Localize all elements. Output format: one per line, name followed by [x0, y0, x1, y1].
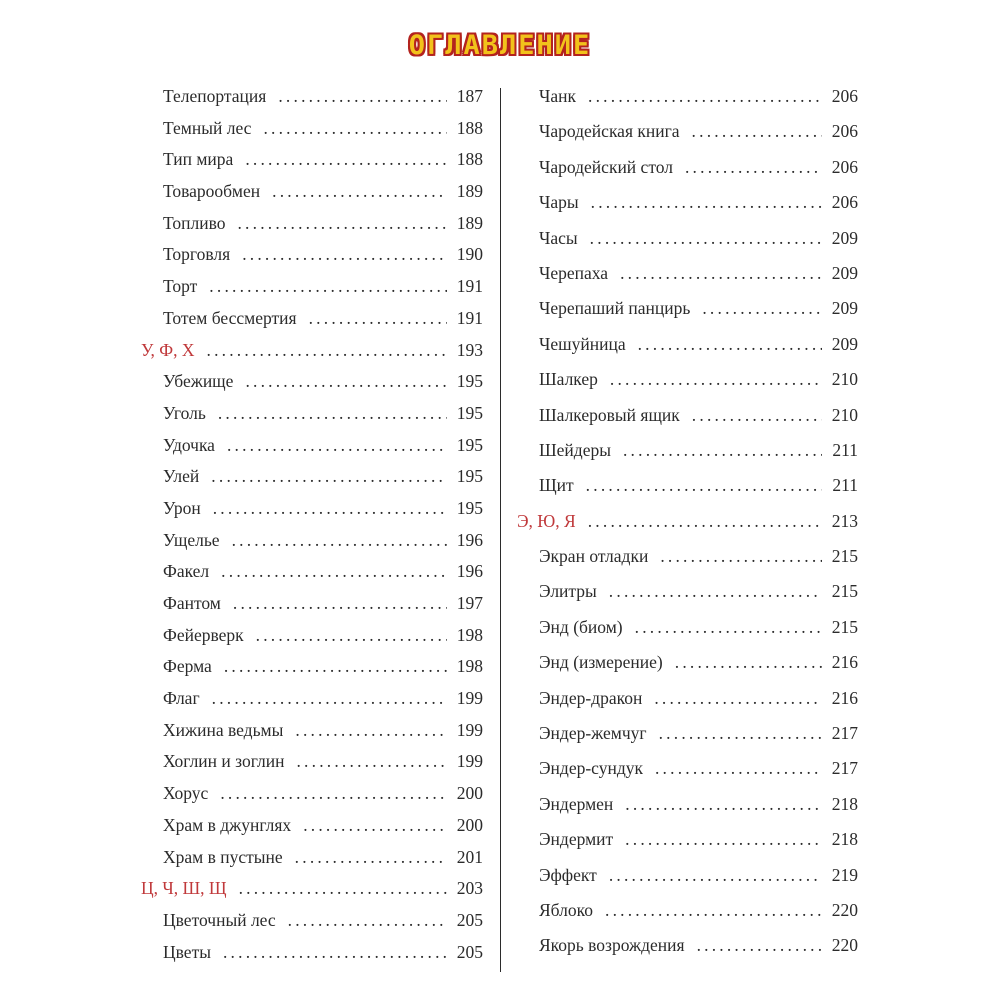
toc-entry[interactable]: [517, 723, 858, 758]
dot-leader: [263, 118, 446, 139]
toc-page-number: 209: [831, 333, 858, 354]
toc-entry[interactable]: [517, 440, 858, 475]
dot-leader: [660, 546, 821, 567]
toc-entry[interactable]: [141, 561, 483, 593]
toc-page-number: 198: [456, 624, 483, 645]
toc-page-number: 219: [831, 864, 858, 885]
toc-entry[interactable]: [141, 783, 483, 815]
toc-page-number: 216: [831, 687, 858, 708]
toc-page-number: 205: [456, 909, 483, 930]
toc-entry[interactable]: [141, 276, 483, 308]
toc-entry[interactable]: [141, 466, 483, 498]
toc-page-number: 218: [831, 829, 858, 850]
dot-leader: [588, 86, 822, 107]
dot-leader: [295, 720, 446, 741]
toc-page-number: 206: [831, 156, 858, 177]
toc-page-number: 206: [831, 121, 858, 142]
toc-page-number: 206: [831, 86, 858, 106]
toc-entry-label: Фантом: [163, 593, 221, 613]
toc-entry-label: Удочка: [163, 434, 215, 455]
toc-entry-label: Чары: [539, 192, 579, 213]
dot-leader: [207, 340, 447, 361]
toc-entry[interactable]: [517, 263, 858, 298]
toc-entry-label: Торговля: [163, 244, 231, 265]
toc-entry[interactable]: [141, 435, 483, 467]
dot-leader: [288, 910, 447, 931]
toc-entry[interactable]: [141, 688, 483, 720]
toc-entry[interactable]: [141, 308, 483, 340]
toc-section-heading[interactable]: [141, 340, 483, 372]
toc-page-number: 215: [831, 616, 858, 637]
toc-entry-label: Шалкер: [539, 369, 598, 390]
toc-page-number: 220: [831, 935, 858, 956]
toc-page-number: 205: [456, 941, 483, 962]
dot-leader: [239, 878, 447, 899]
toc-entry-label: Убежище: [163, 371, 234, 392]
toc-entry[interactable]: [517, 405, 858, 440]
toc-entry[interactable]: [517, 546, 858, 581]
dot-leader: [609, 581, 822, 602]
dot-leader: [659, 723, 822, 744]
dot-leader: [692, 405, 822, 426]
dot-leader: [623, 440, 822, 461]
toc-entry-label: У, Ф, Х: [141, 339, 195, 360]
toc-entry-label: Фейерверк: [163, 624, 244, 645]
toc-entry[interactable]: [517, 935, 858, 970]
toc-page-number: 196: [456, 529, 483, 550]
toc-section-heading[interactable]: [141, 878, 483, 910]
toc-page-number: 217: [831, 723, 858, 744]
dot-leader: [625, 829, 822, 850]
toc-entry[interactable]: [141, 213, 483, 245]
dot-leader: [591, 192, 822, 213]
dot-leader: [224, 656, 447, 677]
dot-leader: [590, 228, 822, 249]
toc-entry[interactable]: [517, 617, 858, 652]
toc-entry-label: Чародейская книга: [539, 121, 680, 142]
dot-leader: [272, 181, 447, 202]
toc-page-number: 209: [831, 227, 858, 248]
toc-page-number: 193: [456, 339, 483, 360]
dot-leader: [638, 334, 822, 355]
toc-entry[interactable]: [517, 900, 858, 935]
toc-page-number: 196: [456, 561, 483, 582]
toc-entry[interactable]: [141, 751, 483, 783]
dot-leader: [237, 213, 446, 234]
toc-page-number: 200: [456, 783, 483, 804]
toc-entry-label: Уголь: [163, 402, 206, 423]
toc-entry[interactable]: [517, 794, 858, 829]
toc-page-number: 189: [456, 181, 483, 202]
toc-entry-label: Э, Ю, Я: [517, 510, 576, 531]
toc-entry[interactable]: [517, 86, 858, 121]
toc-entry[interactable]: [141, 593, 483, 625]
toc-entry[interactable]: [141, 625, 483, 657]
dot-leader: [232, 530, 447, 551]
toc-entry-label: Чешуйница: [539, 333, 626, 354]
toc-entry[interactable]: [517, 157, 858, 192]
toc-entry[interactable]: [517, 228, 858, 263]
toc-entry-label: Шалкеровый ящик: [539, 404, 680, 425]
toc-entry-label: Торт: [163, 276, 198, 297]
toc-page-number: 213: [831, 510, 858, 531]
toc-right-column: [517, 86, 858, 971]
toc-entry[interactable]: [141, 498, 483, 530]
dot-leader: [245, 149, 446, 170]
toc-entry[interactable]: [141, 942, 483, 974]
dot-leader: [295, 847, 447, 868]
toc-entry-label: Ферма: [163, 656, 212, 677]
toc-page-number: 188: [456, 117, 483, 138]
toc-entry-label: Яблоко: [539, 899, 593, 920]
toc-page-number: 203: [456, 878, 483, 899]
toc-entry[interactable]: [517, 829, 858, 864]
toc-page-number: 206: [831, 192, 858, 213]
toc-left-column: [141, 86, 483, 973]
toc-page-number: 200: [456, 814, 483, 835]
page-title-banner: [0, 30, 1000, 61]
toc-page-number: 195: [456, 371, 483, 392]
toc-entry-label: Храм в пустыне: [163, 846, 283, 867]
dot-leader: [635, 617, 822, 638]
dot-leader: [692, 121, 822, 142]
toc-entry[interactable]: [141, 181, 483, 213]
toc-entry[interactable]: [141, 86, 483, 118]
toc-entry-label: Шейдеры: [539, 439, 611, 460]
toc-page-number: 216: [831, 652, 858, 673]
toc-entry-label: Энд (биом): [539, 616, 623, 637]
toc-page-number: 211: [832, 439, 858, 460]
toc-page-number: 195: [456, 497, 483, 518]
toc-page-number: 217: [831, 758, 858, 779]
toc-entry-label: Телепортация: [163, 86, 267, 106]
toc-entry-label: Якорь возрождения: [539, 935, 685, 956]
dot-leader: [605, 900, 822, 921]
toc-page-number: 187: [456, 86, 483, 106]
toc-page-number: 218: [831, 793, 858, 814]
toc-entry[interactable]: [517, 758, 858, 793]
dot-leader: [233, 593, 447, 614]
toc-page-number: 210: [831, 404, 858, 425]
toc-page-number: 209: [831, 262, 858, 283]
dot-leader: [242, 244, 447, 265]
toc-entry-label: Цветочный лес: [163, 909, 276, 930]
toc-entry-label: Черепаший панцирь: [539, 298, 691, 319]
toc-entry[interactable]: [141, 910, 483, 942]
toc-entry[interactable]: [517, 475, 858, 510]
toc-entry-label: Эффект: [539, 864, 597, 885]
toc-entry-label: Флаг: [163, 688, 200, 709]
toc-page-number: 190: [456, 244, 483, 265]
toc-page-number: 191: [456, 307, 483, 328]
toc-entry[interactable]: [517, 865, 858, 900]
toc-entry-label: Щит: [539, 475, 574, 496]
toc-entry-label: Топливо: [163, 212, 226, 233]
toc-entry[interactable]: [141, 371, 483, 403]
toc-page-number: 197: [456, 593, 483, 613]
toc-entry[interactable]: [141, 656, 483, 688]
toc-entry-label: Экран отладки: [539, 546, 649, 567]
toc-entry-label: Тип мира: [163, 149, 234, 170]
toc-entry-label: Элитры: [539, 581, 597, 602]
dot-leader: [303, 815, 447, 836]
toc-page-number: 195: [456, 402, 483, 423]
toc-entry-label: Чародейский стол: [539, 156, 673, 177]
dot-leader: [213, 498, 447, 519]
toc-page-number: 199: [456, 719, 483, 740]
dot-leader: [654, 688, 821, 709]
toc-entry-label: Эндер-дракон: [539, 687, 643, 708]
dot-leader: [296, 751, 446, 772]
toc-entry-label: Энд (измерение): [539, 652, 663, 673]
toc-page-number: 188: [456, 149, 483, 170]
toc-page-number: 199: [456, 688, 483, 709]
dot-leader: [588, 511, 822, 532]
toc-page-number: 198: [456, 656, 483, 677]
toc-entry-label: Тотем бессмертия: [163, 307, 297, 328]
dot-leader: [278, 86, 446, 107]
toc-entry[interactable]: [517, 334, 858, 369]
dot-leader: [702, 298, 821, 319]
toc-entry[interactable]: [517, 652, 858, 687]
dot-leader: [685, 157, 822, 178]
toc-entry-label: Храм в джунглях: [163, 814, 292, 835]
toc-entry-label: Эндермит: [539, 829, 614, 850]
toc-page-number: 189: [456, 212, 483, 233]
dot-leader: [697, 935, 822, 956]
toc-entry[interactable]: [141, 149, 483, 181]
toc-entry[interactable]: [517, 369, 858, 404]
toc-entry-label: Хорус: [163, 783, 209, 804]
dot-leader: [223, 942, 447, 963]
toc-page-number: 211: [832, 475, 858, 496]
toc-entry[interactable]: [517, 688, 858, 723]
dot-leader: [675, 652, 822, 673]
dot-leader: [309, 308, 447, 329]
toc-page-number: 209: [831, 298, 858, 319]
toc-entry-label: Часы: [539, 227, 578, 248]
dot-leader: [218, 403, 447, 424]
dot-leader: [610, 369, 822, 390]
toc-page-number: 220: [831, 899, 858, 920]
toc-entry[interactable]: [517, 121, 858, 156]
dot-leader: [586, 475, 822, 496]
toc-page-number: 195: [456, 434, 483, 455]
toc-entry-label: Чанк: [539, 86, 577, 106]
toc-page-number: 199: [456, 751, 483, 772]
toc-page-number: 191: [456, 276, 483, 297]
toc-entry-label: Хоглин и зоглин: [163, 751, 285, 772]
toc-page-number: 210: [831, 369, 858, 390]
dot-leader: [221, 561, 447, 582]
toc-entry-label: Ц, Ч, Ш, Щ: [141, 878, 227, 899]
toc-entry[interactable]: [141, 403, 483, 435]
dot-leader: [256, 625, 447, 646]
dot-leader: [209, 276, 446, 297]
dot-leader: [227, 435, 447, 456]
dot-leader: [211, 466, 446, 487]
toc-entry-label: Черепаха: [539, 262, 609, 283]
toc-entry[interactable]: [141, 847, 483, 879]
dot-leader: [655, 758, 822, 779]
dot-leader: [609, 865, 822, 886]
toc-entry[interactable]: [141, 118, 483, 150]
toc-entry-label: Урон: [163, 497, 201, 518]
toc-entry[interactable]: [141, 815, 483, 847]
toc-page-number: 195: [456, 466, 483, 487]
toc-entry-label: Цветы: [163, 941, 211, 962]
toc-entry-label: Улей: [163, 466, 200, 487]
dot-leader: [245, 371, 446, 392]
dot-leader: [212, 688, 447, 709]
toc-entry-label: Ущелье: [163, 529, 220, 550]
dot-leader: [220, 783, 446, 804]
toc-entry-label: Хижина ведьмы: [163, 719, 284, 740]
toc-section-heading[interactable]: [517, 511, 858, 546]
toc-entry[interactable]: [141, 720, 483, 752]
toc-page-number: 215: [831, 581, 858, 602]
toc-entry-label: Эндер-жемчуг: [539, 723, 647, 744]
toc-entry[interactable]: [141, 530, 483, 562]
toc-entry-label: Темный лес: [163, 117, 252, 138]
dot-leader: [625, 794, 821, 815]
column-divider: [500, 88, 501, 972]
toc-entry[interactable]: [517, 192, 858, 227]
toc-entry-label: Товарообмен: [163, 181, 261, 202]
toc-entry[interactable]: [141, 244, 483, 276]
toc-entry-label: Эндер-сундук: [539, 758, 643, 779]
dot-leader: [620, 263, 822, 284]
toc-page-number: 215: [831, 546, 858, 567]
toc-entry-label: Факел: [163, 561, 210, 582]
toc-entry[interactable]: [517, 298, 858, 333]
toc-entry-label: Эндермен: [539, 793, 614, 814]
toc-page-number: 201: [456, 846, 483, 867]
page-title: ОГЛАВЛЕНИЕ: [408, 30, 592, 61]
toc-entry[interactable]: [517, 581, 858, 616]
